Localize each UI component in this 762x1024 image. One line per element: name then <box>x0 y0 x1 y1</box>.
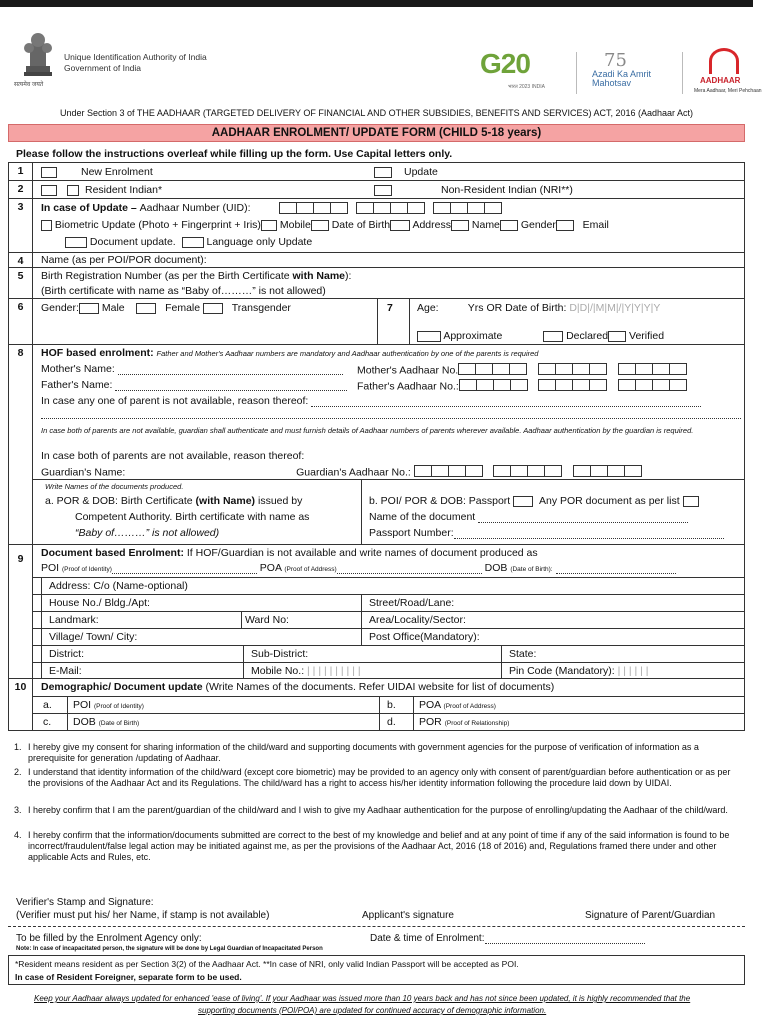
guardian-aadhaar-input[interactable] <box>414 465 482 480</box>
house-field[interactable]: House No./ Bldg./Apt: <box>49 597 150 609</box>
uid-input[interactable] <box>279 202 501 217</box>
row-2: 2 Resident Indian* Non-Resident Indian (NRI**) <box>9 181 744 199</box>
resident-box[interactable] <box>67 185 79 196</box>
father-name-input[interactable] <box>115 381 347 391</box>
mobile-checkbox[interactable] <box>311 220 329 231</box>
resident-checkbox[interactable] <box>41 185 57 196</box>
mobile-field[interactable]: Mobile No.: <box>251 665 305 677</box>
top-border <box>0 0 753 7</box>
biometric-checkbox[interactable] <box>41 220 52 231</box>
guardian-note: In case both of parents are not available, guardian shall authenticate and must furnish details of Aadhaar numbers of parents wherever available. Aadhaar authentication by the guardian is required. <box>41 426 694 435</box>
male-checkbox[interactable] <box>79 303 99 314</box>
form-title: AADHAAR ENROLMENT/ UPDATE FORM (CHILD 5-18 years) <box>8 124 745 142</box>
father-aadhaar-input[interactable] <box>459 379 527 394</box>
mother-aadhaar-input[interactable] <box>458 363 526 378</box>
update-dob-field[interactable]: DOB (Date of Birth) <box>73 716 140 728</box>
row-10: 10 Demographic/ Document update (Write Names of the documents. Refer UIDAI website for list of documents) a. POI (Proof of Identity) b. POA (Proof of Address) c. DOB (Date of Birth) d. POR (Proof of Relationship) <box>9 679 744 730</box>
transgender-checkbox[interactable] <box>203 303 223 314</box>
incapacitated-note: Note: In case of incapacitated person, the signature will be done by Legal Guardian of Incapacitated Person <box>16 946 323 952</box>
azadi-logo: 75 Azadi Ka Amrit Mahotsav <box>592 50 652 88</box>
organization-name: Unique Identification Authority of India Government of India <box>64 52 207 73</box>
name-checkbox[interactable] <box>500 220 518 231</box>
female-checkbox[interactable] <box>136 303 156 314</box>
verifier-note: (Verifier must put his/ her Name, if stamp is not available) <box>16 910 270 921</box>
address-co-field[interactable]: Address: C/o (Name-optional) <box>49 580 188 592</box>
ward-field[interactable]: Ward No: <box>245 614 289 626</box>
instructions: Please follow the instructions overleaf while filling up the form. Use Capital letters only. <box>16 148 453 160</box>
dob-checkbox[interactable] <box>390 220 410 231</box>
subdistrict-field[interactable]: Sub-District: <box>251 648 309 660</box>
landmark-field[interactable]: Landmark: <box>49 614 99 626</box>
agency-label: To be filled by the Enrolment Agency only: <box>16 933 202 944</box>
row-9: 9 Document based Enrolment: If HOF/Guardian is not available and write names of document produced as POI (Proof of Identity) POA (Proof of Address) DOB (Date of Birth): Address: C/o (Name-optional) House No./ Bldg./Apt: Street/Road/Lane: Landmark: Ward No: Area/Locality/Sector: Village/ Town/ City: Post Office(Mandatory): District: Sub-District: State: E-Mail: Mobile No.: | | | | | | | | | | Pin Code (Mandatory): | | | | | | <box>9 545 744 679</box>
emblem-caption: सत्यमेव जयते <box>14 82 44 88</box>
update-label: Update <box>404 166 438 178</box>
declaration-4: 4. I hereby confirm that the information/documents submitted are correct to the best of my knowledge and belief and at any point of time if any of the said information is found to be incorrect/fraudulent/false legal action may be initiated against me, as per the provisions of the Aadhaar Act, 2016 (18 of 2016) and, Regulations framed there under and other applicable Acts and Rules, etc. <box>14 830 730 862</box>
g20-subtitle: भारत 2023 INDIA <box>508 84 545 90</box>
dob-doc-input[interactable] <box>556 564 676 574</box>
row-5: 5 Birth Registration Number (as per the Birth Certificate with Name): (Birth certificate with name as “Baby of………” is not allowed) <box>9 268 744 299</box>
dob-input[interactable]: D|D|/|M|M|/|Y|Y|Y|Y <box>569 302 661 314</box>
declaration-2: 2. I understand that identity information of the child/ward (except core biometric) may be provided to an agency only with consent of parent/guardian before authentication or as per the provisions of the Aadhaar Act and its Regulations. The child/ward has a right to access his/her identity information following the procedure laid down by UIDAI. <box>14 767 731 788</box>
new-enrolment-checkbox[interactable] <box>41 167 57 178</box>
divider <box>576 52 577 94</box>
approximate-checkbox[interactable] <box>417 331 441 342</box>
enrolment-datetime[interactable]: Date & time of Enrolment: <box>370 933 645 944</box>
mother-name-input[interactable] <box>118 365 343 375</box>
district-field[interactable]: District: <box>49 648 84 660</box>
poa-input[interactable] <box>337 564 482 574</box>
row-3: 3 In case of Update – Aadhaar Number (UID): Biometric Update (Photo + Fingerprint + Iris) Mobile Date of Birth Address Name Gender Email Document update. Language only Update <box>9 199 744 253</box>
parent-signature[interactable]: Signature of Parent/Guardian <box>585 910 716 921</box>
village-field[interactable]: Village/ Town/ City: <box>49 631 138 643</box>
passport-checkbox[interactable] <box>513 496 533 507</box>
nri-label: Non-Resident Indian (NRI**) <box>441 184 573 196</box>
passport-number-input[interactable] <box>454 529 724 539</box>
header <box>14 22 762 98</box>
poi-input[interactable] <box>112 564 257 574</box>
nri-checkbox[interactable] <box>374 185 392 196</box>
keep-updated-line1: Keep your Aadhaar always updated for enhanced 'ease of living'. If your Aadhaar was issued more than 10 years back and has not since been updated, it is highly recommended that the <box>34 994 691 1003</box>
document-name-input[interactable] <box>478 513 688 523</box>
row-8: 8 HOF based enrolment: Father and Mother's Aadhaar numbers are mandatory and Aadhaar authentication by one of the parents is required Mother's Name: Mother's Aadhaar No. Father's Name: Father's Aadhaar No.: In case any one of parent is not available, reason thereof: In case both of parents are not available, guardian shall authenticate and must furnish details of Aadhaar numbers of parents wherever available. Aadhaar authentication by the guardian is required. In case both of parents are not available, reason thereof: Guardian's Name: Guardian's Aadhaar No.: Write Names of the documents produced. a. POR & DOB: Birth Certificate (with Name) issued by Competent Authority. Birth certificate with name as “Baby of………” is not allowed) b. POI/ POR & DOB: Passport Any POR document as per list Name of the document Passport Number: <box>9 345 744 545</box>
address-checkbox[interactable] <box>451 220 469 231</box>
aadhaar-logo: AADHAAR Mera Aadhaar, Meri Pehchaan <box>694 48 756 98</box>
act-line: Under Section 3 of THE AADHAAR (TARGETED DELIVERY OF FINANCIAL AND OTHER SUBSIDIES, BENEFITS AND SERVICES) ACT, 2016 (Aadhaar Act) <box>59 108 694 118</box>
update-poi-field[interactable]: POI (Proof of Identity) <box>73 699 144 711</box>
gender-checkbox[interactable] <box>556 220 574 231</box>
update-checkbox[interactable] <box>374 167 392 178</box>
street-field[interactable]: Street/Road/Lane: <box>369 597 455 609</box>
row-1: 1 New Enrolment Update <box>9 163 744 181</box>
birth-cert-note: (Birth certificate with name as “Baby of………” is not allowed) <box>41 285 326 297</box>
g20-logo: G20 <box>480 48 530 79</box>
pin-field[interactable]: Pin Code (Mandatory): <box>509 665 615 677</box>
applicant-signature[interactable]: Applicant's signature <box>362 910 454 921</box>
resident-label: Resident Indian* <box>85 184 163 196</box>
declared-checkbox[interactable] <box>543 331 563 342</box>
row-6-7: 6 Gender: Male Female Transgender 7 Age: Yrs OR Date of Birth: D|D|/|M|M|/|Y|Y|Y|Y Approximate Declared Verified <box>9 299 744 345</box>
row-4: 4 Name (as per POI/POR document): <box>9 253 744 268</box>
email-field[interactable]: E-Mail: <box>49 665 82 677</box>
birth-registration-field[interactable]: Birth Registration Number (as per the Birth Certificate with Name): <box>41 270 352 282</box>
divider <box>682 52 683 94</box>
declaration-3: 3. I hereby confirm that I am the parent/guardian of the child/ward and I wish to give my Aadhaar authentication for the purpose of enrolling/updating the Aadhaar of the child/ward. <box>14 805 728 815</box>
declaration-1: 1. I hereby give my consent for sharing information of the child/ward and supporting documents with government agencies for the purpose of verification of information as a prerequisite for generation /updating of Aadhaar. <box>14 742 699 763</box>
update-por-field[interactable]: POR (Proof of Relationship) <box>419 716 510 728</box>
verified-checkbox[interactable] <box>608 331 626 342</box>
new-enrolment-label: New Enrolment <box>81 166 153 178</box>
form-table <box>8 162 745 731</box>
aadhaar-fingerprint-icon <box>709 48 739 74</box>
verifier-label: Verifier's Stamp and Signature: <box>16 897 154 908</box>
area-field[interactable]: Area/Locality/Sector: <box>369 614 466 626</box>
biometric-box[interactable] <box>261 220 277 231</box>
name-field[interactable]: Name (as per POI/POR document): <box>41 254 207 266</box>
state-field[interactable]: State: <box>509 648 537 660</box>
parent-reason-input[interactable] <box>311 397 701 407</box>
national-emblem-icon <box>18 26 58 86</box>
keep-updated-line2: supporting documents (POI/POA) are updated for continued accuracy of demographic information. <box>198 1006 547 1015</box>
resident-note-box: *Resident means resident as per Section 3(2) of the Aadhaar Act. **In case of NRI, only valid Indian Passport will be accepted as POI. In case of Resident Foreigner, separate form to be used. <box>8 955 745 985</box>
update-poa-field[interactable]: POA (Proof of Address) <box>419 699 496 711</box>
language-update-checkbox[interactable] <box>182 237 204 248</box>
post-office-field[interactable]: Post Office(Mandatory): <box>369 631 480 643</box>
document-update-checkbox[interactable] <box>65 237 87 248</box>
any-por-checkbox[interactable] <box>683 496 699 507</box>
